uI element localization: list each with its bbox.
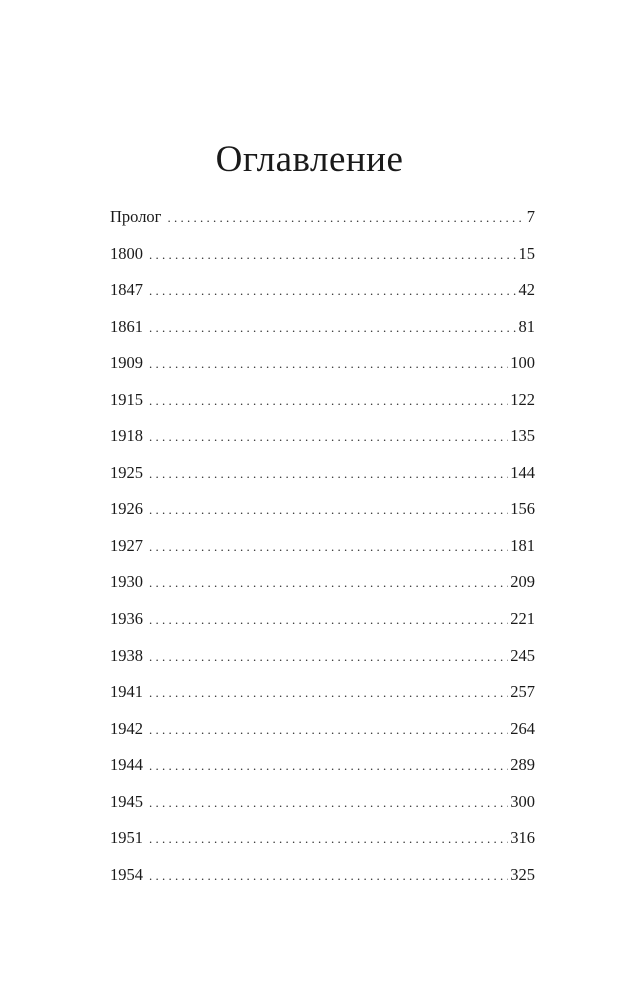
toc-entry-label: 1927 [110,535,143,555]
dot-leader [149,279,517,303]
toc-entry-label: 1938 [110,645,143,665]
toc-entry-page-number: 42 [518,280,535,300]
toc-entry-page-number: 181 [510,535,535,555]
page-title: Оглавление [215,139,404,180]
dot-leader [149,389,508,413]
toc-entry-page-number: 156 [510,499,535,519]
toc-entry-page-number: 316 [510,828,535,848]
toc-entry-page-number: 135 [510,426,535,446]
dot-leader [149,243,517,267]
toc-entry [110,497,535,534]
toc-entry [110,717,535,754]
dot-leader [149,535,508,559]
toc-entry [110,644,535,681]
toc-entry-page-number: 245 [510,645,535,665]
toc-entry [110,534,535,571]
toc-entry-label: 1942 [110,718,143,738]
toc-entry [110,315,535,352]
dot-leader [149,718,508,742]
toc-entry [110,753,535,790]
toc-entry [110,351,535,388]
toc-entry-page-number: 15 [518,243,535,263]
dot-leader [149,425,508,449]
toc-entry [110,607,535,644]
toc-entry-label: 1954 [110,864,143,884]
toc-entry [110,863,535,900]
dot-leader [167,206,524,230]
dot-leader [149,316,517,340]
toc-entry-label: 1941 [110,682,143,702]
toc-entry-page-number: 209 [510,572,535,592]
toc-entry-page-number: 81 [518,316,535,336]
toc-entry-page-number: 144 [510,462,535,482]
toc-entry-page-number: 221 [510,609,535,629]
toc-entry-label: 1944 [110,755,143,775]
toc-entry [110,205,535,242]
toc-entry-label: Пролог [110,207,162,226]
toc-entry [110,388,535,425]
toc-entry-label: 1951 [110,828,143,848]
toc-entry-label: 1861 [110,316,143,336]
toc-entry-label: 1936 [110,609,143,629]
toc-entry [110,790,535,827]
toc-entry [110,242,535,279]
toc-entry-label: 1930 [110,572,143,592]
toc-entry [110,461,535,498]
toc-entry-label: 1915 [110,389,143,409]
dot-leader [149,352,508,376]
toc-entry-label: 1945 [110,791,143,811]
toc-entry [110,278,535,315]
toc-entry [110,680,535,717]
toc-entry-page-number: 7 [526,207,535,226]
toc-entry-page-number: 264 [510,718,535,738]
table-of-contents [110,205,535,899]
toc-entry-label: 1925 [110,462,143,482]
toc-entry-label: 1918 [110,426,143,446]
dot-leader [149,754,508,778]
toc-entry-label: 1847 [110,280,143,300]
toc-entry-page-number: 300 [510,791,535,811]
dot-leader [149,791,508,815]
toc-entry-page-number: 289 [510,755,535,775]
toc-entry-page-number: 325 [510,864,535,884]
toc-entry-label: 1800 [110,243,143,263]
dot-leader [149,571,508,595]
dot-leader [149,608,508,632]
dot-leader [149,864,508,888]
toc-entry-page-number: 257 [510,682,535,702]
toc-entry-page-number: 100 [510,353,535,373]
dot-leader [149,645,508,669]
toc-entry-page-number: 122 [510,389,535,409]
toc-entry-label: 1926 [110,499,143,519]
dot-leader [149,462,508,486]
dot-leader [149,498,508,522]
dot-leader [149,681,508,705]
toc-entry [110,570,535,607]
toc-entry-label: 1909 [110,353,143,373]
toc-entry [110,424,535,461]
dot-leader [149,827,508,851]
toc-entry [110,826,535,863]
